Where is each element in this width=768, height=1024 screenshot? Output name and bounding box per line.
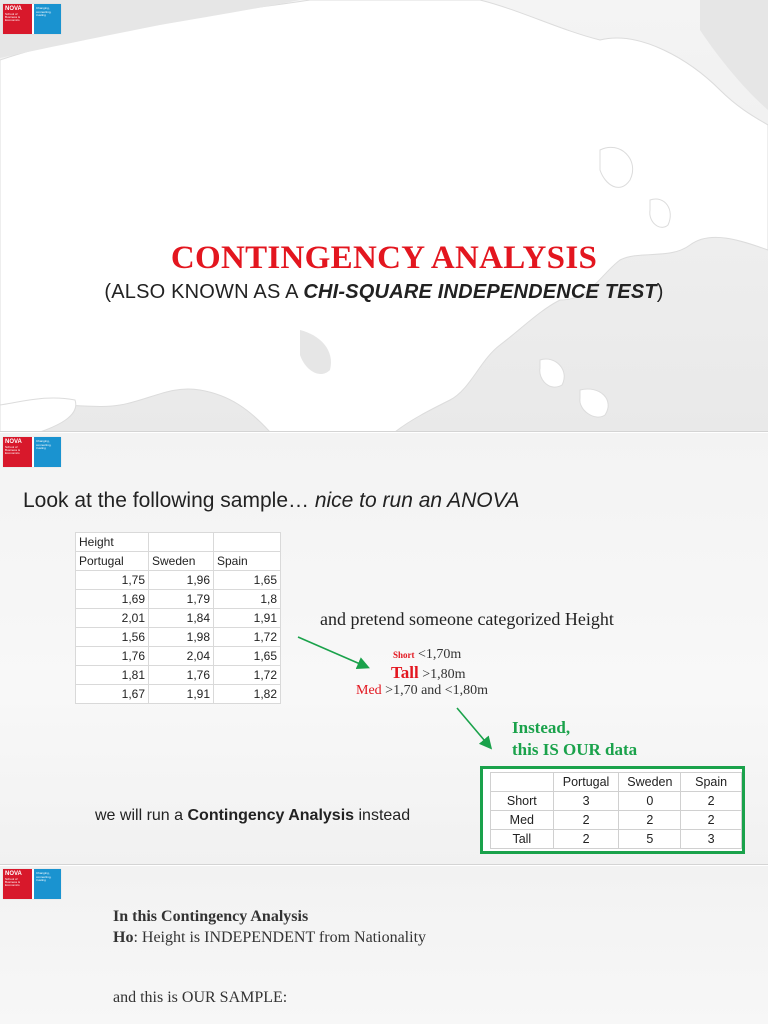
table-cell: 2: [681, 811, 742, 830]
analysis-intro: In this Contingency Analysis: [113, 908, 309, 925]
column-header: Sweden: [619, 773, 681, 792]
category-tall: Tall >1,80m: [391, 663, 466, 682]
table-cell: 3: [553, 792, 619, 811]
slide-title-text: CONTINGENCY ANALYSIS: [170, 240, 598, 276]
table-cell: 2: [681, 792, 742, 811]
table-cell: 1,65: [214, 647, 281, 666]
table-row: [76, 571, 281, 590]
table-cell: 1,91: [214, 609, 281, 628]
column-header: Sweden: [149, 552, 214, 571]
table-row: [491, 792, 742, 811]
table-cell: 1,75: [76, 571, 149, 590]
nova-logo: NOVA School of Business & Economics Changing, connecting, trusting: [3, 869, 61, 899]
table-cell: 2,04: [149, 647, 214, 666]
null-hypothesis: Ho: Height is INDEPENDENT from Nationality: [113, 929, 427, 946]
table-cell: 1,91: [149, 685, 214, 704]
table-row: [76, 685, 281, 704]
table-cell: 1,84: [149, 609, 214, 628]
table-cell: 2: [619, 811, 681, 830]
table-cell: 1,69: [76, 590, 149, 609]
table-cell: 1,81: [76, 666, 149, 685]
table-cell: 1,76: [76, 647, 149, 666]
table-cell: 1,79: [149, 590, 214, 609]
sample-intro: and this is OUR SAMPLE:: [113, 989, 288, 1006]
table-cell: 1,76: [149, 666, 214, 685]
table-row: [76, 628, 281, 647]
table-cell: 1,72: [214, 628, 281, 647]
table-row: [76, 590, 281, 609]
row-header: Tall: [491, 830, 554, 849]
slide-heading: Look at the following sample… nice to run an ANOVA: [23, 489, 520, 512]
category-short: Short <1,70m: [393, 647, 462, 662]
instead-note: Instead, this IS OUR data: [512, 718, 638, 759]
table-row: [491, 830, 742, 849]
category-med: Med >1,70 and <1,80m: [356, 683, 489, 698]
world-map-background: [0, 0, 768, 432]
arrow-to-our-data: [457, 708, 490, 747]
table-cell: 1,67: [76, 685, 149, 704]
slide-sample: [0, 433, 768, 865]
table-header-row: [76, 552, 281, 571]
slide-hypothesis: [0, 866, 768, 1024]
table-cell: 1,82: [214, 685, 281, 704]
slide-subtitle: (ALSO KNOWN AS A CHI-SQUARE INDEPENDENCE TEST): [104, 281, 664, 303]
table-cell: 2: [553, 830, 619, 849]
row-header: Med: [491, 811, 554, 830]
table-cell: 1,72: [214, 666, 281, 685]
slide-title: [0, 0, 768, 432]
table-row: [491, 811, 742, 830]
pretend-text: and pretend someone categorized Height: [320, 609, 614, 629]
column-header: Spain: [214, 552, 281, 571]
table-row: [76, 666, 281, 685]
nova-logo: NOVA School of Business & Economics Changing, connecting, trusting: [3, 437, 61, 467]
table-header-row: [491, 773, 742, 792]
row-header: Short: [491, 792, 554, 811]
table-cell: 0: [619, 792, 681, 811]
table-cell: 1,56: [76, 628, 149, 647]
height-table: [75, 532, 281, 704]
table-cell: 1,65: [214, 571, 281, 590]
table-cell: 2,01: [76, 609, 149, 628]
table-row: [76, 609, 281, 628]
table-row: [76, 647, 281, 666]
table-cell: 1,96: [149, 571, 214, 590]
table-cell: 1,98: [149, 628, 214, 647]
table-cell: 1,8: [214, 590, 281, 609]
run-text: we will run a Contingency Analysis instead: [95, 807, 411, 824]
table-row: [76, 533, 281, 552]
column-header: Portugal: [76, 552, 149, 571]
table-cell: 3: [681, 830, 742, 849]
table-cell: 2: [553, 811, 619, 830]
column-header: Spain: [681, 773, 742, 792]
table-cell: 5: [619, 830, 681, 849]
table-caption: Height: [76, 533, 149, 552]
contingency-table: [490, 772, 742, 849]
nova-logo: NOVA School of Business & Economics Changing, connecting, trusting: [3, 4, 61, 34]
column-header: Portugal: [553, 773, 619, 792]
arrow-to-categories: [298, 637, 367, 667]
our-data-box: [480, 766, 745, 854]
